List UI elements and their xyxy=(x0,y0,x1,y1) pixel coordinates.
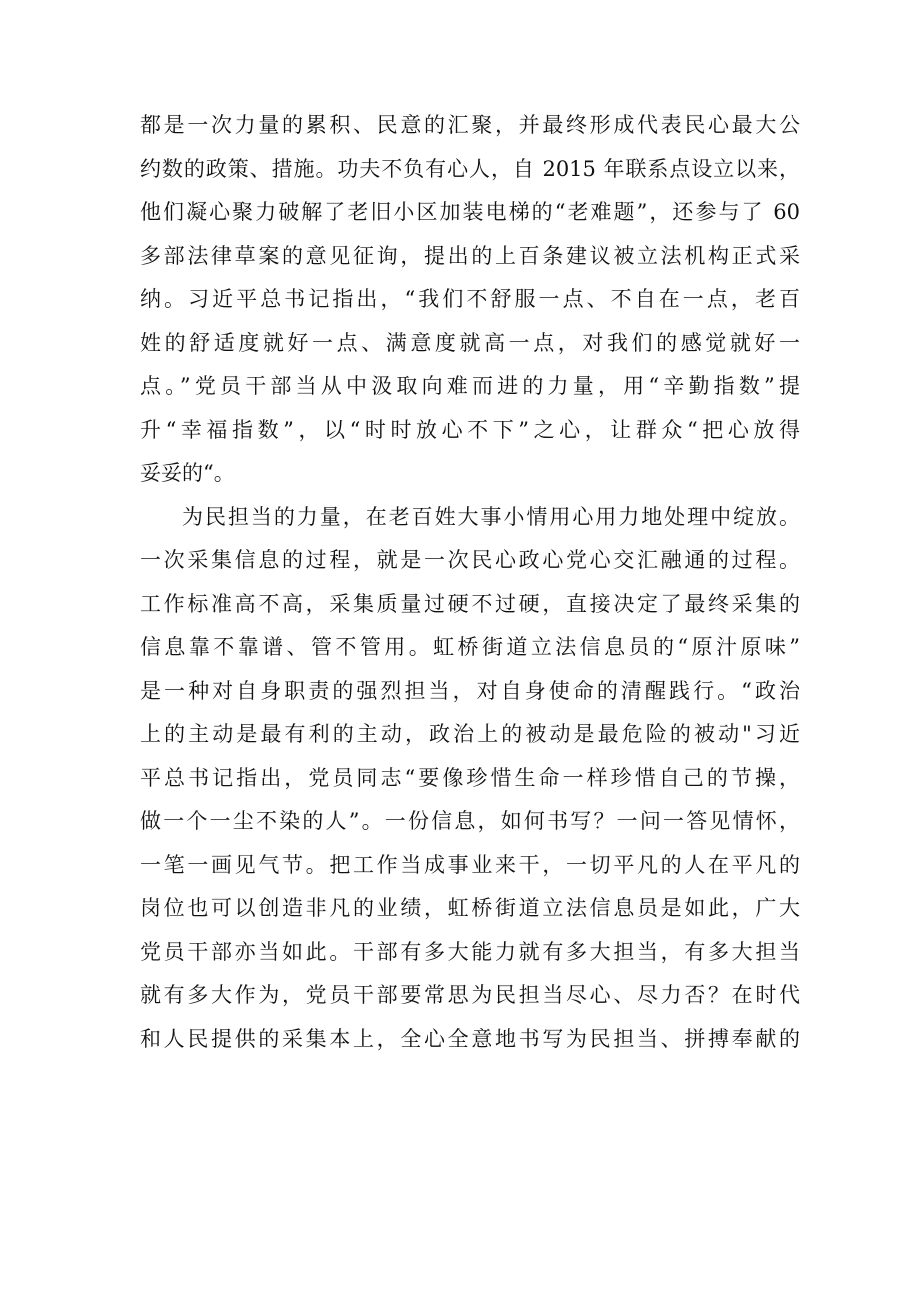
paragraph-line: 就有多大作为，党员干部要常思为民担当尽心、尽力否？在时代 xyxy=(140,983,800,1007)
paragraph-line: 做一个一尘不染的人”。一份信息，如何书写？一问一答见情怀， xyxy=(140,809,800,833)
paragraph-line: 纳。习近平总书记指出，“我们不舒服一点、不自在一点，老百 xyxy=(140,287,800,311)
paragraph-line: 一次采集信息的过程，就是一次民心政心党心交汇融通的过程。 xyxy=(140,548,800,572)
paragraph-line: 上的主动是最有利的主动，政治上的被动是最危险的被动"习近 xyxy=(140,722,800,746)
paragraph-line: 党员干部亦当如此。干部有多大能力就有多大担当，有多大担当 xyxy=(140,939,800,964)
paragraph-line: 平总书记指出，党员同志“要像珍惜生命一样珍惜自己的节操， xyxy=(140,765,800,790)
paragraph-line: 升“幸福指数”，以“时时放心不下”之心，让群众“把心放得 xyxy=(140,417,800,442)
paragraph-line: 都是一次力量的累积、民意的汇聚，并最终形成代表民心最大公 xyxy=(140,113,800,137)
paragraph-line: 信息靠不靠谱、管不管用。虹桥街道立法信息员的“原汁原味” xyxy=(140,635,800,659)
paragraph-line: 妥妥的“。 xyxy=(140,461,235,485)
paragraph-line: 和人民提供的采集本上，全心全意地书写为民担当、拼搏奉献的 xyxy=(140,1026,800,1051)
paragraph-line: 约数的政策、措施。功夫不负有心人，自 2015 年联系点设立以来， xyxy=(140,156,800,181)
paragraph-line: 他们凝心聚力破解了老旧小区加装电梯的“老难题”，还参与了 60 xyxy=(140,200,800,224)
paragraph-line: 多部法律草案的意见征询，提出的上百条建议被立法机构正式采 xyxy=(140,243,800,268)
paragraph-line: 工作标准高不高，采集质量过硬不过硬，直接决定了最终采集的 xyxy=(140,591,800,616)
paragraph-line: 岗位也可以创造非凡的业绩，虹桥街道立法信息员是如此，广大 xyxy=(140,896,800,920)
paragraph-line: 为民担当的力量，在老百姓大事小情用心用力地处理中绽放。 xyxy=(182,504,800,529)
paragraph-1 xyxy=(140,104,800,496)
paragraph-line: 点。”党员干部当从中汲取向难而进的力量，用“辛勤指数”提 xyxy=(140,374,800,398)
paragraph-line: 是一种对自身职责的强烈担当，对自身使命的清醒践行。“政治 xyxy=(140,678,800,703)
document-body xyxy=(140,104,800,1061)
paragraph-line: 姓的舒适度就好一点、满意度就高一点，对我们的感觉就好一 xyxy=(140,330,800,355)
paragraph-2 xyxy=(140,496,800,1062)
paragraph-line: 一笔一画见气节。把工作当成事业来干，一切平凡的人在平凡的 xyxy=(140,852,800,877)
